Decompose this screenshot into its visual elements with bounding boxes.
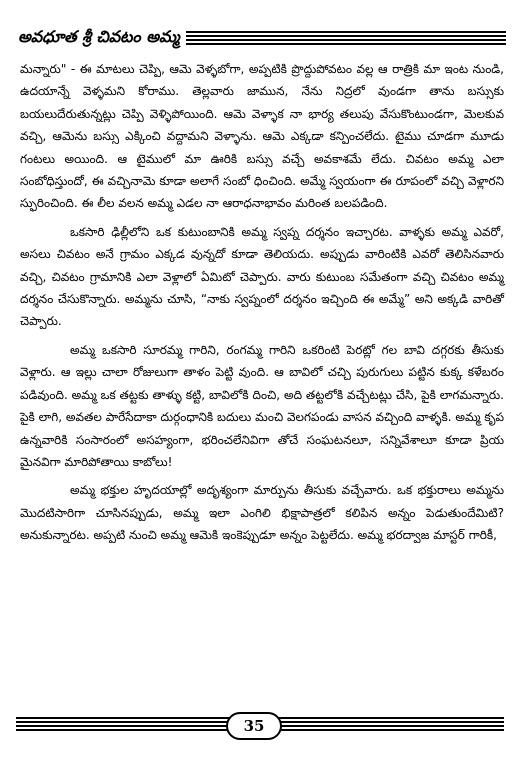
header-title: అవధూత శ్రీ చివటం అమ్మ (18, 24, 186, 50)
paragraph-1: మన్నారు" - ఈ మాటలు చెప్పి, ఆమె వెళ్ళబోగా, అప్పటికి ప్రొద్దుపోవటం వల్ల ఆ రాత్రికి మా ఇంట నుండి, ఉదయాన్నే వెళ్ళమని కోరాము. తెల్లవారు జామున, నేను నిద్రలో వుండగా తాను బస్సుకు బయలుదేరుతున్నట్లు చెప్పి వెళ్ళిపోయింది. ఆమె వెళ్ళాక నా భార్య తలుపు వేసుకొంటుండగా, మెలకువ వచ్చి, ఆమెను బస్సు ఎక్కించి వద్దామని వెళ్ళాను. ఆమె ఎక్కడా కన్పించలేదు. టైము చూడగా మూడు గంటలు అయింది. ఆ టైములో మా ఊరికి బస్సు వచ్చే అవకాశమే లేదు. చివటం అమ్మ ఎలా సంబోధిస్తుందో, ఈ వచ్చినామె కూడా అలాగే సంబో ధించింది. అమ్మే స్వయంగా ఈ రూపంలో వచ్చి వెళ్లారని స్ఫురించింది. ఈ లీల వలన అమ్మ ఎడల నా ఆరాధనాభావం మరింత బలపడింది. (20, 62, 504, 211)
paragraph-3: అమ్మ ఒకసారి సూరమ్మ గారిని, రంగమ్మ గారిని ఒకరింటి పెరట్లో గల బావి దగ్గరకు తీసుకు వెళ్లారు. ఆ ఇల్లు చాలా రోజులుగా తాళం పెట్టి వుంది. ఆ బావిలో చచ్చి పురుగులు పట్టిన కుక్క కళేబరం పడివుంది. అమ్మ ఒక తట్టకు తాళ్ళు కట్టి, బావిలోకి దించి, అది తట్టలోకి వచ్చేటట్లు చేసి, పైకి లాగమన్నారు. పైకి లాగి, అవతల పారేసేదాకా దుర్గంధానికి బదులు మంచి వెలగపండు వాసన వచ్చింది వాళ్ళకి. అమ్మ కృప ఉన్నవారికి సంసారంలో అసహ్యంగా, భరించలేనివిగా తోచే సంఘటనలూ, సన్నివేశాలూ కూడా ప్రియ మైనవిగా మారిపోతాయి కాబోలు! (20, 342, 504, 469)
paragraph-4: అమ్మ భక్తుల హృదయాల్లో అదృశ్యంగా మార్పును తీసుకు వచ్చేవారు. ఒక భక్తురాలు అమ్మను మొదటిసారిగా చూసినప్పుడు, అమ్మ ఇలా ఎంగిలి భిక్షాపాత్రలో కలిపిన అన్నం పెడుతుందేమిటి? అనుకున్నారట. అప్పటి నుంచి అమ్మ ఆమెకి ఇంకెప్పుడూ అన్నం పెట్టలేదు. అమ్మ భరద్వాజ మాస్టర్ గారికీ, (20, 483, 504, 543)
page-footer (16, 712, 504, 738)
page-number: 35 (226, 712, 282, 740)
paragraph-2: ఒకసారి ఢిల్లీలోని ఒక కుటుంబానికి అమ్మ స్వప్న దర్శనం ఇచ్చారట. వాళ్ళకు అమ్మ ఎవరో, అసలు చివటం అనే గ్రామం ఎక్కడ వున్నదో కూడా తెలియదు. అప్పుడు వారింటికి ఎవరో తెలిసినవారు వచ్చి, చివటం గ్రామానికి ఎలా వెళ్లాలో ఏమిటో చెప్పారు. వారు కుటుంబ సమేతంగా వచ్చి చివటం అమ్మ దర్శనం చేసుకొన్నారు. అమ్మను చూసి, “నాకు స్వప్నంలో దర్శనం ఇచ్చింది ఈ అమ్మే” అని అక్కడి వారితో చెప్పారు. (20, 224, 504, 329)
running-header (18, 24, 506, 50)
body-text (20, 58, 504, 553)
